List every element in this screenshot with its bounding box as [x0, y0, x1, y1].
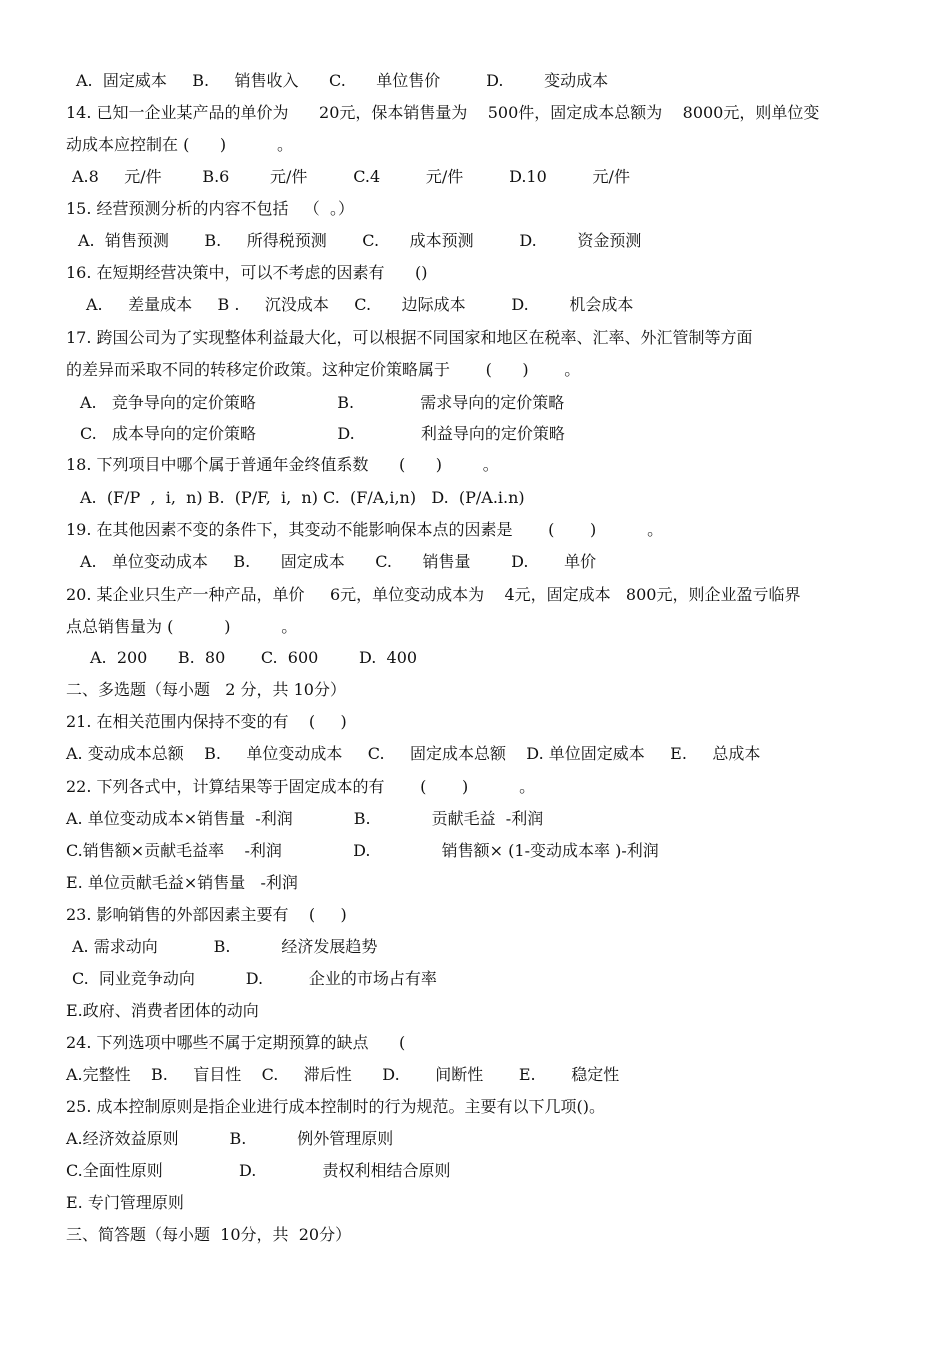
- question-24: 24. 下列选项中哪些不属于定期预算的缺点 (: [66, 1033, 406, 1052]
- options-17-ab: A. 竞争导向的定价策略 B. 需求导向的定价策略: [80, 393, 565, 412]
- options-23-cd: C. 同业竞争动向 D. 企业的市场占有率: [72, 969, 437, 988]
- question-15: 15. 经营预测分析的内容不包括 （ 。）: [66, 199, 354, 218]
- options-25-e: E. 专门管理原则: [66, 1193, 184, 1212]
- question-23: 23. 影响销售的外部因素主要有 ( ): [66, 905, 347, 924]
- question-20-cont: 点总销售量为 ( ) 。: [66, 617, 298, 636]
- options-19: A. 单位变动成本 B. 固定成本 C. 销售量 D. 单价: [80, 552, 597, 571]
- options-22-e: E. 单位贡献毛益×销售量 -利润: [66, 873, 298, 892]
- options-17-cd: C. 成本导向的定价策略 D. 利益导向的定价策略: [80, 424, 565, 443]
- options-22-ab: A. 单位变动成本×销售量 -利润 B. 贡献毛益 -利润: [66, 809, 544, 828]
- options-25-cd: C.全面性原则 D. 责权利相结合原则: [66, 1161, 451, 1180]
- options-20: A. 200 B. 80 C. 600 D. 400: [90, 648, 418, 667]
- question-16: 16. 在短期经营决策中，可以不考虑的因素有 (): [66, 263, 428, 282]
- options-15: A. 销售预测 B. 所得税预测 C. 成本预测 D. 资金预测: [78, 231, 642, 250]
- options-24: A.完整性 B. 盲目性 C. 滞后性 D. 间断性 E. 稳定性: [66, 1065, 620, 1084]
- question-20: 20. 某企业只生产一种产品，单价 6元，单位变动成本为 4元，固定成本 800元，则企业盈亏临界: [66, 585, 801, 604]
- options-23-ab: A. 需求动向 B. 经济发展趋势: [72, 937, 378, 956]
- question-19: 19. 在其他因素不变的条件下，其变动不能影响保本点的因素是 ( ) 。: [66, 520, 664, 539]
- option-line: A. 固定威本 B. 销售收入 C. 单位售价 D. 变动成本: [76, 71, 609, 90]
- question-21: 21. 在相关范围内保持不变的有 ( ): [66, 712, 347, 731]
- section-heading-multiple-choice: 二、多选题（每小题 2 分，共 10分）: [66, 680, 346, 699]
- question-18: 18. 下列项目中哪个属于普通年金终值系数 ( ) 。: [66, 455, 499, 474]
- question-25: 25. 成本控制原则是指企业进行成本控制时的行为规范。主要有以下几项()。: [66, 1097, 606, 1116]
- question-14-cont: 动成本应控制在 ( ) 。: [66, 135, 293, 154]
- section-heading-short-answer: 三、简答题（每小题 10分，共 20分）: [66, 1225, 352, 1244]
- options-21: A. 变动成本总额 B. 单位变动成本 C. 固定成本总额 D. 单位固定威本 E. 总成本: [66, 744, 761, 763]
- question-14: 14. 已知一企业某产品的单价为 20元，保本销售量为 500件，固定成本总额为 8000元，则单位变: [66, 103, 820, 122]
- question-17-cont: 的差异而采取不同的转移定价政策。这种定价策略属于 ( ) 。: [66, 360, 581, 379]
- options-18: A. (F/P , i, n) B. (P/F, i, n) C. (F/A,i,n) D. (P/A.i.n): [80, 488, 525, 507]
- options-14: A.8 元/件 B.6 元/件 C.4 元/件 D.10 元/件: [72, 167, 630, 186]
- question-22: 22. 下列各式中，计算结果等于固定成本的有 ( ) 。: [66, 777, 536, 796]
- options-25-ab: A.经济效益原则 B. 例外管理原则: [66, 1129, 394, 1148]
- question-17: 17. 跨国公司为了实现整体利益最大化，可以根据不同国家和地区在税率、汇率、外汇管制等方面: [66, 328, 753, 347]
- options-16: A. 差量成本 B . 沉没成本 C. 边际成本 D. 机会成本: [86, 295, 634, 314]
- options-22-cd: C.销售额×贡献毛益率 -利润 D. 销售额× (1-变动成本率 )-利润: [66, 841, 659, 860]
- options-23-e: E.政府、消费者团体的动向: [66, 1001, 259, 1020]
